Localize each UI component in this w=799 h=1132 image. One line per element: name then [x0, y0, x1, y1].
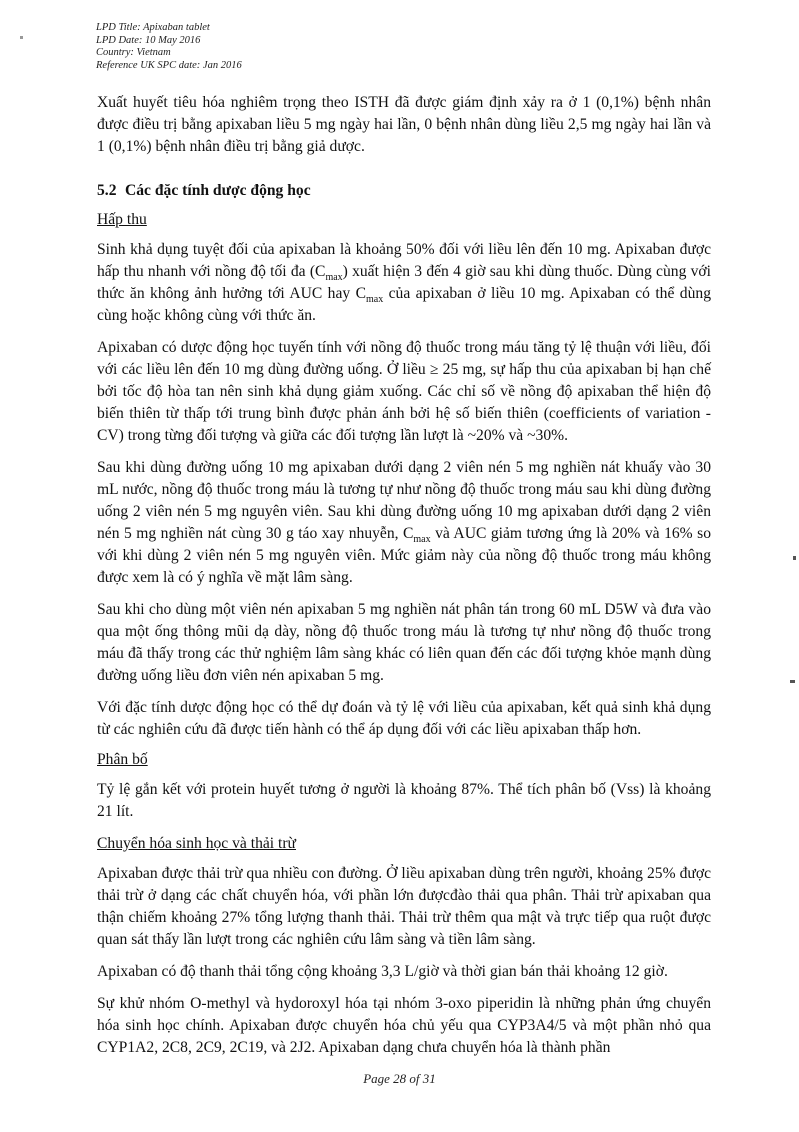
scan-mark [793, 556, 796, 560]
header-date: LPD Date: 10 May 2016 [96, 34, 201, 46]
header-country: Country: Vietnam [96, 47, 171, 58]
text-run: và AUC giảm tương ứng là 20% và 16% so với khi dùng 2 viên nén 5 mg nguyên viên. Mức giảm này của nồng độ thuốc trong máu không được xem là có ý nghĩa về mặt lâm sàng. [97, 525, 711, 586]
scan-mark [20, 36, 23, 39]
document-body [97, 92, 711, 1069]
metabolism-paragraph-2: Apixaban có độ thanh thải tổng cộng khoảng 3,3 L/giờ và thời gian bán thải khoảng 12 giờ. [97, 963, 668, 980]
text-run: của apixaban ở liều 10 mg. Apixaban có thể dùng cùng hoặc không cùng với thức ăn. [97, 285, 711, 324]
subscript: max [365, 294, 384, 306]
text-run: ) xuất hiện 3 đến 4 giờ sau khi dùng thuốc. Dùng cùng với thức ăn không ảnh hưởng tới AUC hay C [97, 263, 711, 302]
document-header [96, 22, 242, 72]
section-title: Các đặc tính dược động học [125, 182, 311, 199]
header-reference: Reference UK SPC date: Jan 2016 [96, 59, 242, 71]
subscript: max [325, 272, 343, 284]
header-title: LPD Title: Apixaban tablet [96, 22, 210, 33]
section-heading [97, 180, 711, 202]
absorption-paragraph-3 [97, 457, 711, 589]
distribution-heading: Phân bố [97, 751, 148, 768]
absorption-paragraph-1 [97, 239, 711, 327]
metabolism-paragraph-3: Sự khử nhóm O-methyl và hydoroxyl hóa tại nhóm 3-oxo piperidin là những phản ứng chuyển hóa sinh học chính. Apixaban được chuyển hóa chủ yếu qua CYP3A4/5 và một phần nhỏ qua CYP1A2, 2C8, 2C9, 2C19, và 2J2. Apixaban dạng chưa chuyển hóa là thành phần [97, 995, 711, 1056]
section-number: 5.2 [97, 182, 117, 199]
absorption-paragraph-5: Với đặc tính dược động học có thể dự đoán và tỷ lệ với liều của apixaban, kết quả sinh khả dụng từ các nghiên cứu đã được tiến hành có thể áp dụng đối với các liều apixaban thấp hơn. [97, 699, 711, 738]
distribution-paragraph-1: Tỷ lệ gắn kết với protein huyết tương ở người là khoảng 87%. Thể tích phân bố (Vss) là khoảng 21 lít. [97, 781, 711, 820]
text-run: Sau khi dùng đường uống 10 mg apixaban dưới dạng 2 viên nén 5 mg nghiền nát khuấy vào 30 mL nước, nồng độ thuốc trong máu là tương tự như nồng độ thuốc trong máu sau khi dùng đường uống 2 viên nén 5 mg nguyên viên. Sau khi dùng đường uống 10 mg apixaban dưới dạng 2 viên nén 5 mg nghiền nát cùng 30 g táo xay nhuyễn, C [97, 459, 711, 542]
absorption-paragraph-4: Sau khi cho dùng một viên nén apixaban 5 mg nghiền nát phân tán trong 60 mL D5W và đưa vào qua một ống thông mũi dạ dày, nồng độ thuốc trong máu là tương tự như nồng độ thuốc trong máu đã thấy trong các thử nghiệm lâm sàng khác có liên quan đến các đối tượng khỏe mạnh dùng đường uống liều đơn viên nén apixaban 5 mg. [97, 601, 711, 684]
absorption-heading: Hấp thu [97, 211, 147, 228]
text-run: Sinh khả dụng tuyệt đối của apixaban là khoảng 50% đối với liều lên đến 10 mg. Apixaban được hấp thu nhanh với nồng độ tối đa (C [97, 241, 711, 280]
metabolism-heading: Chuyển hóa sinh học và thải trừ [97, 835, 297, 852]
absorption-paragraph-2: Apixaban có dược động học tuyến tính với nồng độ thuốc trong máu tăng tỷ lệ thuận với liều, đối với các liều lên đến 10 mg dùng đường uống. Ở liều ≥ 25 mg, sự hấp thu của apixaban bị hạn chế bởi tốc độ hòa tan nên sinh khả dụng giảm xuống. Các chỉ số về nồng độ apixaban thể hiện độ biến thiên từ thấp tới trung bình được phản ánh bởi hệ số biến thiên (coefficients of variation - CV) trong từng đối tượng và giữa các đối tượng lần lượt là ~20% và ~30%. [97, 339, 711, 444]
subscript: max [413, 534, 431, 546]
scan-mark [790, 680, 795, 683]
intro-paragraph: Xuất huyết tiêu hóa nghiêm trọng theo ISTH đã được giám định xảy ra ở 1 (0,1%) bệnh nhân được điều trị bằng apixaban liều 5 mg ngày hai lần, 0 bệnh nhân dùng liều 2,5 mg ngày hai lần và 1 (0,1%) bệnh nhân điều trị bằng giả dược. [97, 94, 711, 155]
page-number: Page 28 of 31 [363, 1071, 436, 1086]
metabolism-paragraph-1: Apixaban được thải trừ qua nhiều con đường. Ở liều apixaban dùng trên người, khoảng 25% được thải trừ ở dạng các chất chuyển hóa, với phần lớn đượcđào thải qua phân. Thải trừ apixaban qua thận chiếm khoảng 27% tổng lượng thanh thải. Thải trừ thêm qua mật và trực tiếp qua ruột được quan sát thấy lần lượt trong các nghiên cứu lâm sàng và tiền lâm sàng. [97, 865, 711, 948]
